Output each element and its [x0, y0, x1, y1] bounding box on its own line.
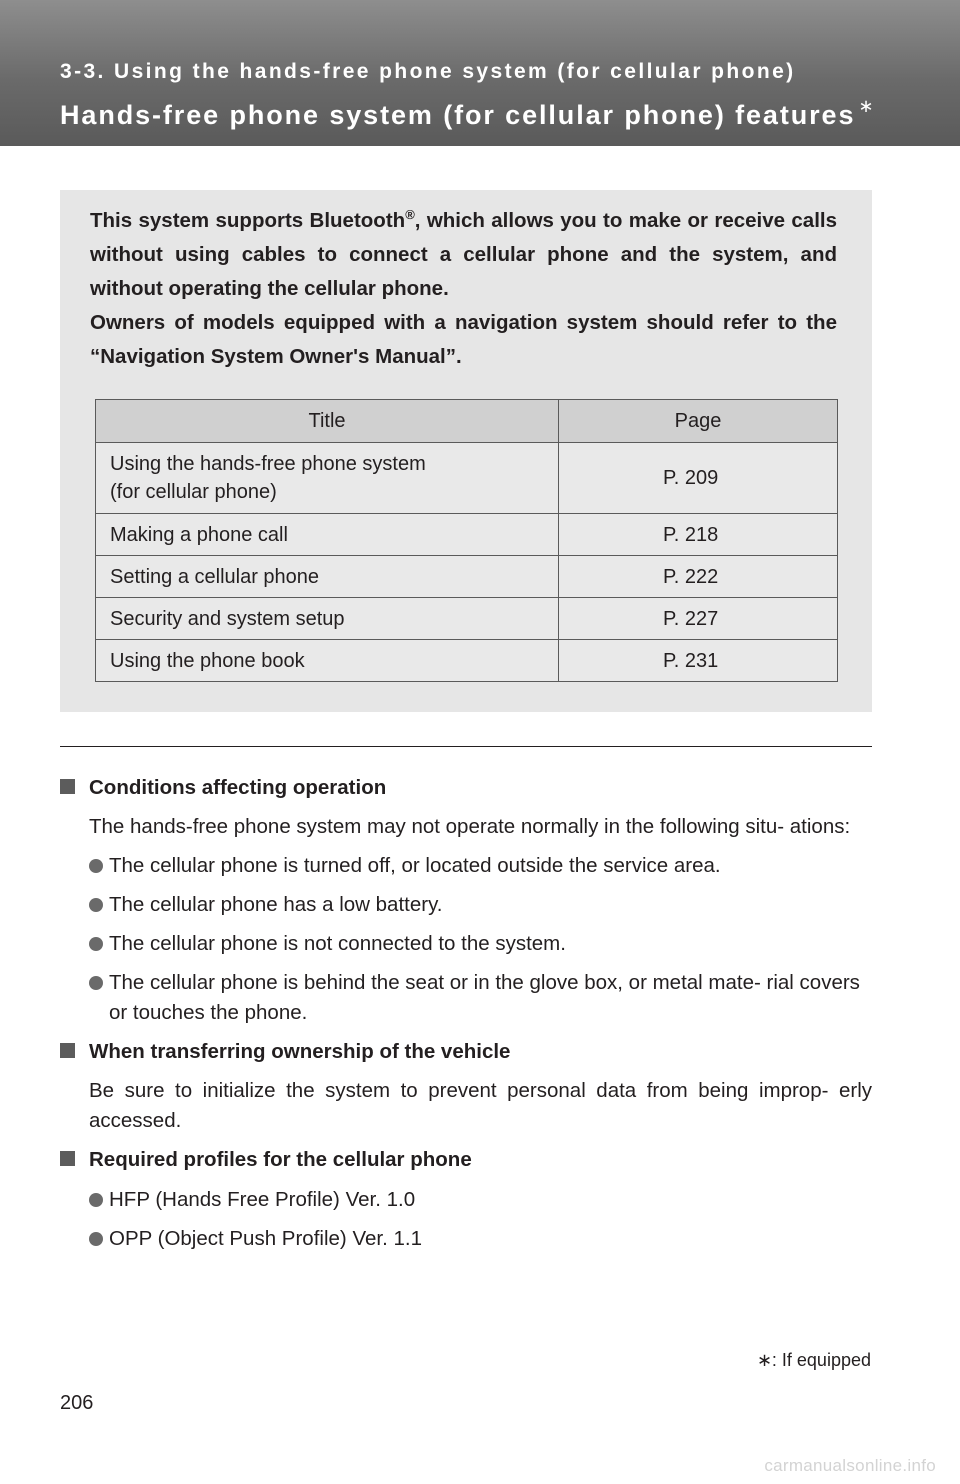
round-bullet-icon — [89, 937, 103, 951]
row-title: Making a phone call — [96, 514, 559, 556]
if-equipped-mark: ∗ — [756, 1350, 772, 1370]
list-item-text: The cellular phone is turned off, or located outside the service area. — [109, 854, 721, 877]
intro-paragraph-navigation: Owners of models equipped with a navigation system should refer to the “Navigation System Owner's Manual”. — [90, 311, 837, 368]
conditions-intro: The hands-free phone system may not operate normally in the following situ- ations: — [89, 815, 851, 838]
round-bullet-icon — [89, 976, 103, 990]
intro-paragraph-bluetooth — [90, 204, 837, 306]
list-item — [60, 851, 872, 881]
row-title: Security and system setup — [96, 598, 559, 640]
footnote — [757, 1350, 871, 1371]
footnote-text: : If equipped — [771, 1350, 871, 1370]
section-divider — [60, 746, 872, 747]
list-item — [60, 968, 872, 1028]
transfer-text: Be sure to initialize the system to prevent personal data from being improp- erly accessed. — [89, 1079, 872, 1132]
heading-transfer — [60, 1036, 872, 1068]
heading-text: When transferring ownership of the vehicle — [89, 1040, 511, 1063]
row-title: Using the phone book — [96, 640, 559, 682]
row-title-line-1: Using the hands-free phone system — [110, 453, 426, 475]
column-header-page: Page — [559, 400, 838, 443]
row-page: P. 218 — [559, 514, 838, 556]
table-row — [96, 598, 838, 640]
page-title — [60, 96, 875, 131]
list-item-text: The cellular phone is not connected to the system. — [109, 932, 566, 955]
row-title — [96, 443, 559, 514]
if-equipped-mark: ∗ — [858, 96, 876, 116]
round-bullet-icon — [89, 859, 103, 873]
column-header-title: Title — [96, 400, 559, 443]
table-row — [96, 514, 838, 556]
square-bullet-icon — [60, 1043, 75, 1058]
list-item — [60, 929, 872, 959]
row-title-line-2: (for cellular phone) — [110, 481, 277, 503]
contents-table — [95, 399, 838, 682]
round-bullet-icon — [89, 1193, 103, 1207]
round-bullet-icon — [89, 1232, 103, 1246]
square-bullet-icon — [60, 1151, 75, 1166]
watermark: carmanualsonline.info — [764, 1456, 936, 1475]
table-row — [96, 556, 838, 598]
heading-conditions — [60, 772, 872, 804]
notes-section — [60, 772, 872, 1254]
list-item — [60, 1224, 872, 1254]
table-row — [96, 640, 838, 682]
row-page: P. 231 — [559, 640, 838, 682]
list-item-text: The cellular phone is behind the seat or in the glove box, or metal mate- rial covers or touches the phone. — [109, 971, 860, 1024]
intro-box — [60, 190, 872, 712]
round-bullet-icon — [89, 898, 103, 912]
heading-text: Required profiles for the cellular phone — [89, 1148, 472, 1171]
registered-mark: ® — [405, 207, 415, 223]
square-bullet-icon — [60, 779, 75, 794]
section-label: 3-3. Using the hands-free phone system (for cellular phone) — [60, 60, 796, 83]
heading-text: Conditions affecting operation — [89, 776, 387, 799]
row-title: Setting a cellular phone — [96, 556, 559, 598]
intro-text-start: This system supports Bluetooth — [90, 209, 406, 232]
intro-text-end: , which allows you to make or receive calls without using cables to connect a cellular phone and the system, and without operating the cellular phone. — [90, 209, 837, 300]
heading-profiles — [60, 1144, 872, 1176]
list-item-text: The cellular phone has a low battery. — [109, 893, 443, 916]
page-title-text: Hands-free phone system (for cellular phone) features — [60, 100, 856, 130]
row-page: P. 209 — [559, 443, 838, 514]
table-header-row — [96, 400, 838, 443]
list-item-text: HFP (Hands Free Profile) Ver. 1.0 — [109, 1188, 416, 1211]
list-item — [60, 1185, 872, 1215]
row-page: P. 227 — [559, 598, 838, 640]
page-header — [0, 0, 960, 146]
list-item-text: OPP (Object Push Profile) Ver. 1.1 — [109, 1227, 422, 1250]
table-row — [96, 443, 838, 514]
intro-text — [90, 204, 837, 374]
list-item — [60, 890, 872, 920]
page-number: 206 — [60, 1392, 94, 1414]
row-page: P. 222 — [559, 556, 838, 598]
